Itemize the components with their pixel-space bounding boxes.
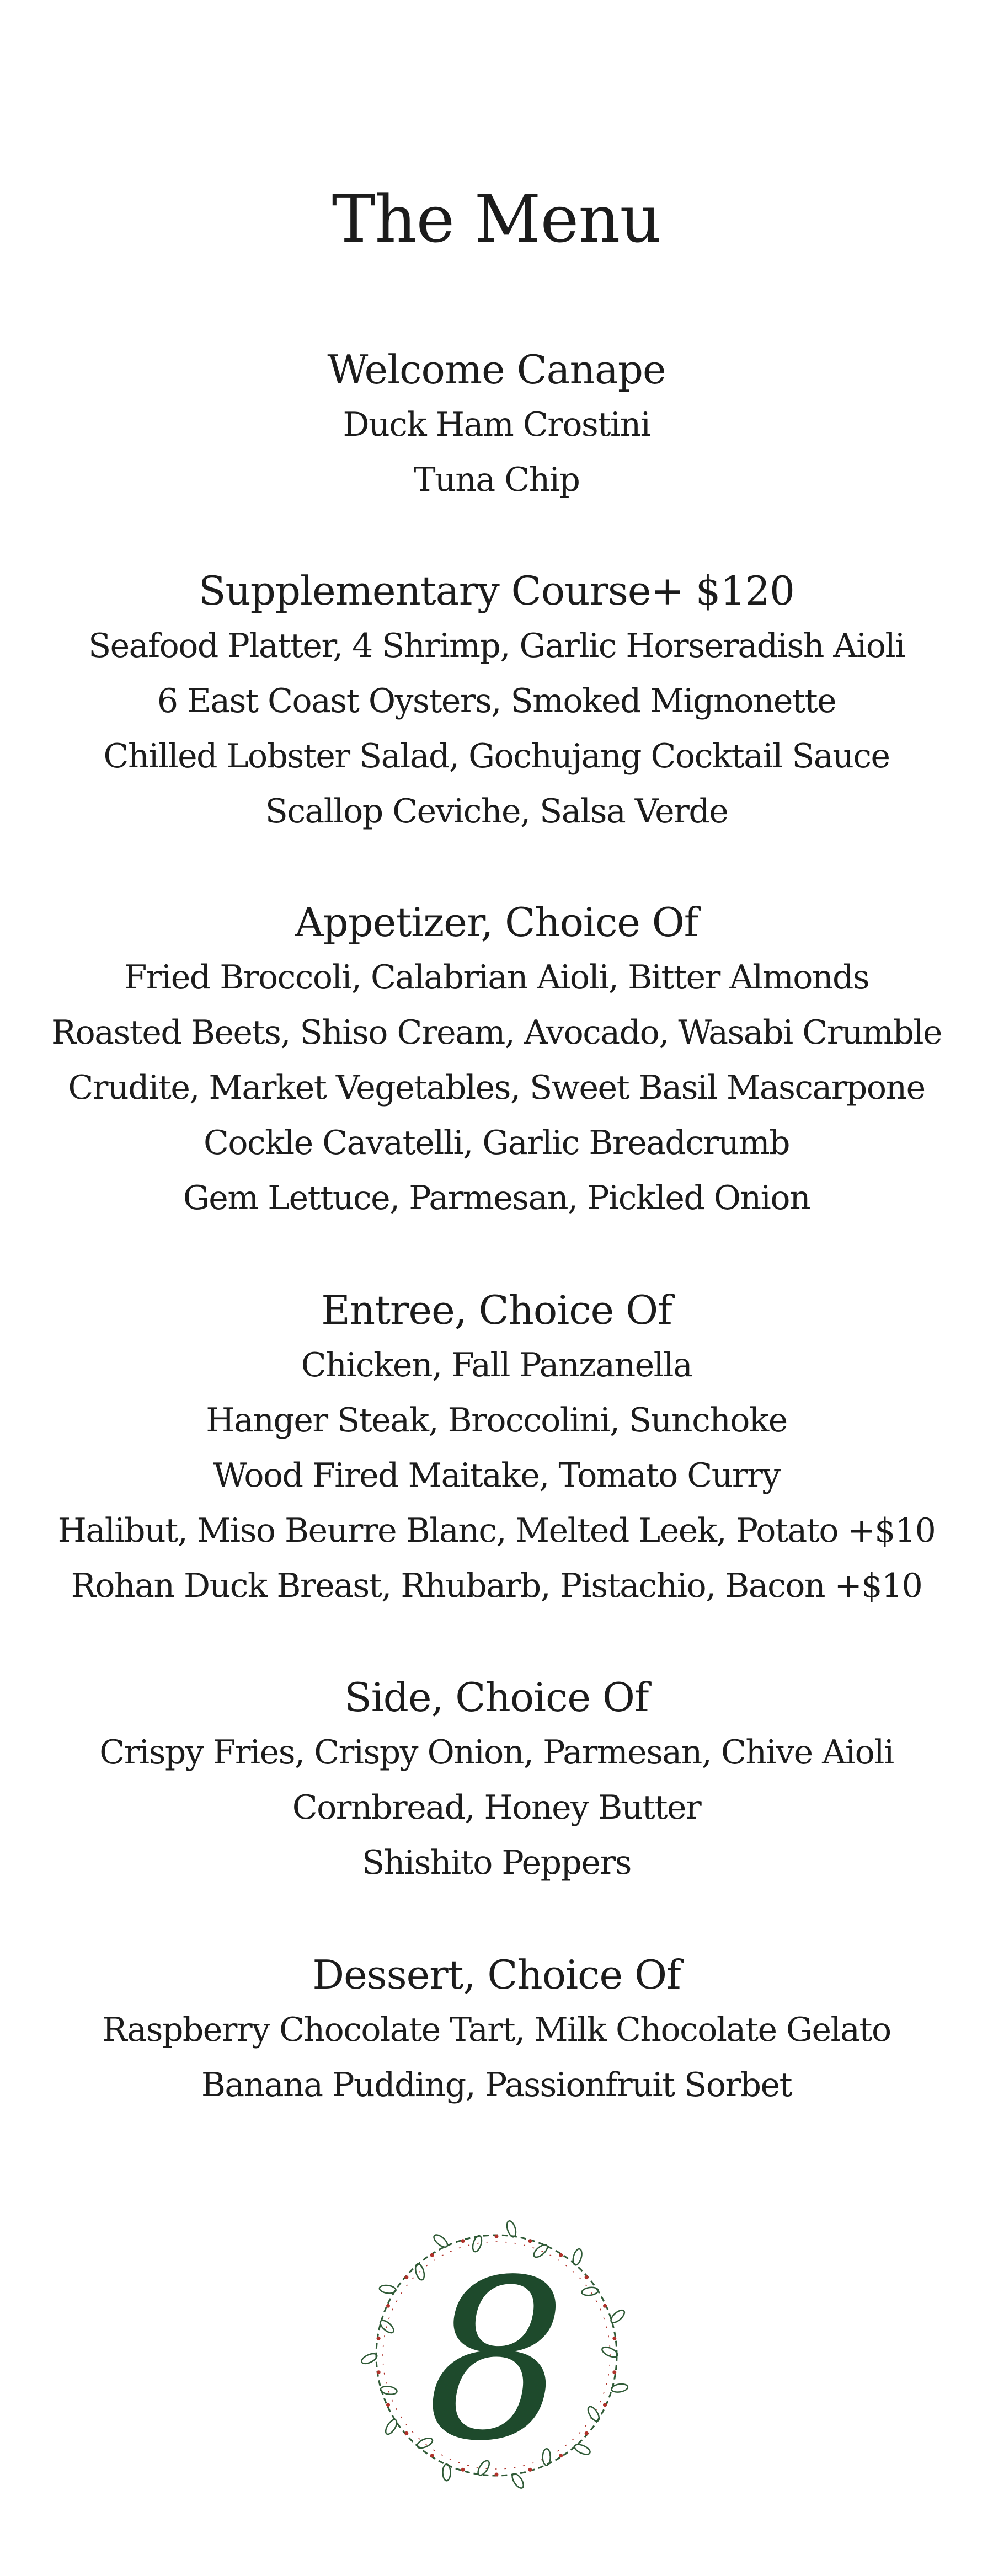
wreath-leaf-icon (601, 2345, 619, 2359)
menu-item: Raspberry Chocolate Tart, Milk Chocolate Gelato (102, 2011, 891, 2049)
wreath-leaf-icon (609, 2308, 627, 2324)
wreath-berry-icon (612, 2370, 616, 2374)
item-list (0, 1338, 993, 1613)
menu-section-side (0, 1670, 993, 1890)
menu-section-supplementary-course (0, 563, 993, 839)
menu-item: Shishito Peppers (362, 1843, 631, 1882)
menu-item: Scallop Ceviche, Salsa Verde (265, 792, 728, 831)
item-list (0, 618, 993, 839)
section-heading: Entree, Choice Of (321, 1287, 672, 1333)
wreath-berry-icon (612, 2337, 616, 2340)
wreath-leaf-icon (586, 2405, 601, 2423)
menu-item: Banana Pudding, Passionfruit Sorbet (201, 2066, 792, 2104)
menu-item: Fried Broccoli, Calabrian Aioli, Bitter Almonds (124, 958, 869, 997)
section-heading: Dessert, Choice Of (312, 1952, 681, 1998)
wreath-berry-icon (603, 2304, 607, 2308)
menu-item: Crispy Fries, Crispy Onion, Parmesan, Chive Aioli (99, 1733, 894, 1772)
section-heading: Welcome Canape (327, 346, 666, 393)
menu-item: Chicken, Fall Panzanella (301, 1346, 692, 1385)
wreath-berry-icon (377, 2370, 381, 2374)
menu-item: Gem Lettuce, Parmesan, Pickled Onion (183, 1179, 810, 1217)
menu-section-dessert (0, 1947, 993, 2113)
menu-item: Wood Fired Maitake, Tomato Curry (213, 1456, 780, 1495)
section-heading: Side, Choice Of (344, 1674, 649, 1720)
menu-item: Seafood Platter, 4 Shrimp, Garlic Horseradish Aioli (88, 627, 905, 665)
menu-item: Hanger Steak, Broccolini, Sunchoke (206, 1401, 787, 1440)
wreath-berry-icon (603, 2403, 607, 2407)
section-heading: Supplementary Course+ $120 (199, 568, 794, 614)
menu-section-entree (0, 1282, 993, 1613)
wreath-berry-icon (386, 2403, 390, 2407)
wreath-berry-icon (585, 2431, 589, 2435)
wreath-berry-icon (404, 2431, 408, 2435)
menu-item: 6 East Coast Oysters, Smoked Mignonette (157, 682, 836, 720)
wreath-berry-icon (585, 2275, 589, 2279)
item-list (0, 397, 993, 507)
wreath-leaf-icon (379, 2284, 397, 2294)
number-eight-glyph: 8 (426, 2233, 567, 2489)
menu-item: Tuna Chip (413, 461, 580, 499)
menu-item: Chilled Lobster Salad, Gochujang Cocktail Sauce (103, 737, 890, 776)
menu-title: The Menu (332, 181, 661, 257)
menu-item: Roasted Beets, Shiso Cream, Avocado, Wasabi Crumble (51, 1013, 942, 1052)
menu-item: Duck Ham Crostini (343, 405, 650, 444)
wreath-leaf-icon (360, 2351, 378, 2365)
menu-item: Crudite, Market Vegetables, Sweet Basil Mascarpone (68, 1068, 925, 1107)
item-list (0, 2002, 993, 2113)
wreath-leaf-icon (573, 2443, 591, 2456)
wreath-berry-icon (404, 2275, 408, 2279)
menu-section-appetizer (0, 895, 993, 1226)
menu-item: Halibut, Miso Beurre Blanc, Melted Leek, Potato +$10 (57, 1511, 936, 1550)
section-heading: Appetizer, Choice Of (295, 899, 698, 945)
wreath-berry-icon (386, 2304, 390, 2308)
menu-section-welcome-canape (0, 342, 993, 507)
menu-item: Rohan Duck Breast, Rhubarb, Pistachio, Bacon +$10 (71, 1567, 922, 1605)
wreath-leaf-icon (572, 2248, 584, 2266)
menu-item: Cornbread, Honey Butter (292, 1788, 701, 1827)
menu-item: Cockle Cavatelli, Garlic Breadcrumb (203, 1124, 790, 1162)
wreath-number-eight-logo-icon (359, 2217, 634, 2493)
wreath-berry-icon (377, 2337, 381, 2340)
item-list (0, 950, 993, 1226)
wreath-leaf-icon (581, 2286, 599, 2296)
item-list (0, 1725, 993, 1890)
wreath-leaf-icon (383, 2418, 399, 2436)
